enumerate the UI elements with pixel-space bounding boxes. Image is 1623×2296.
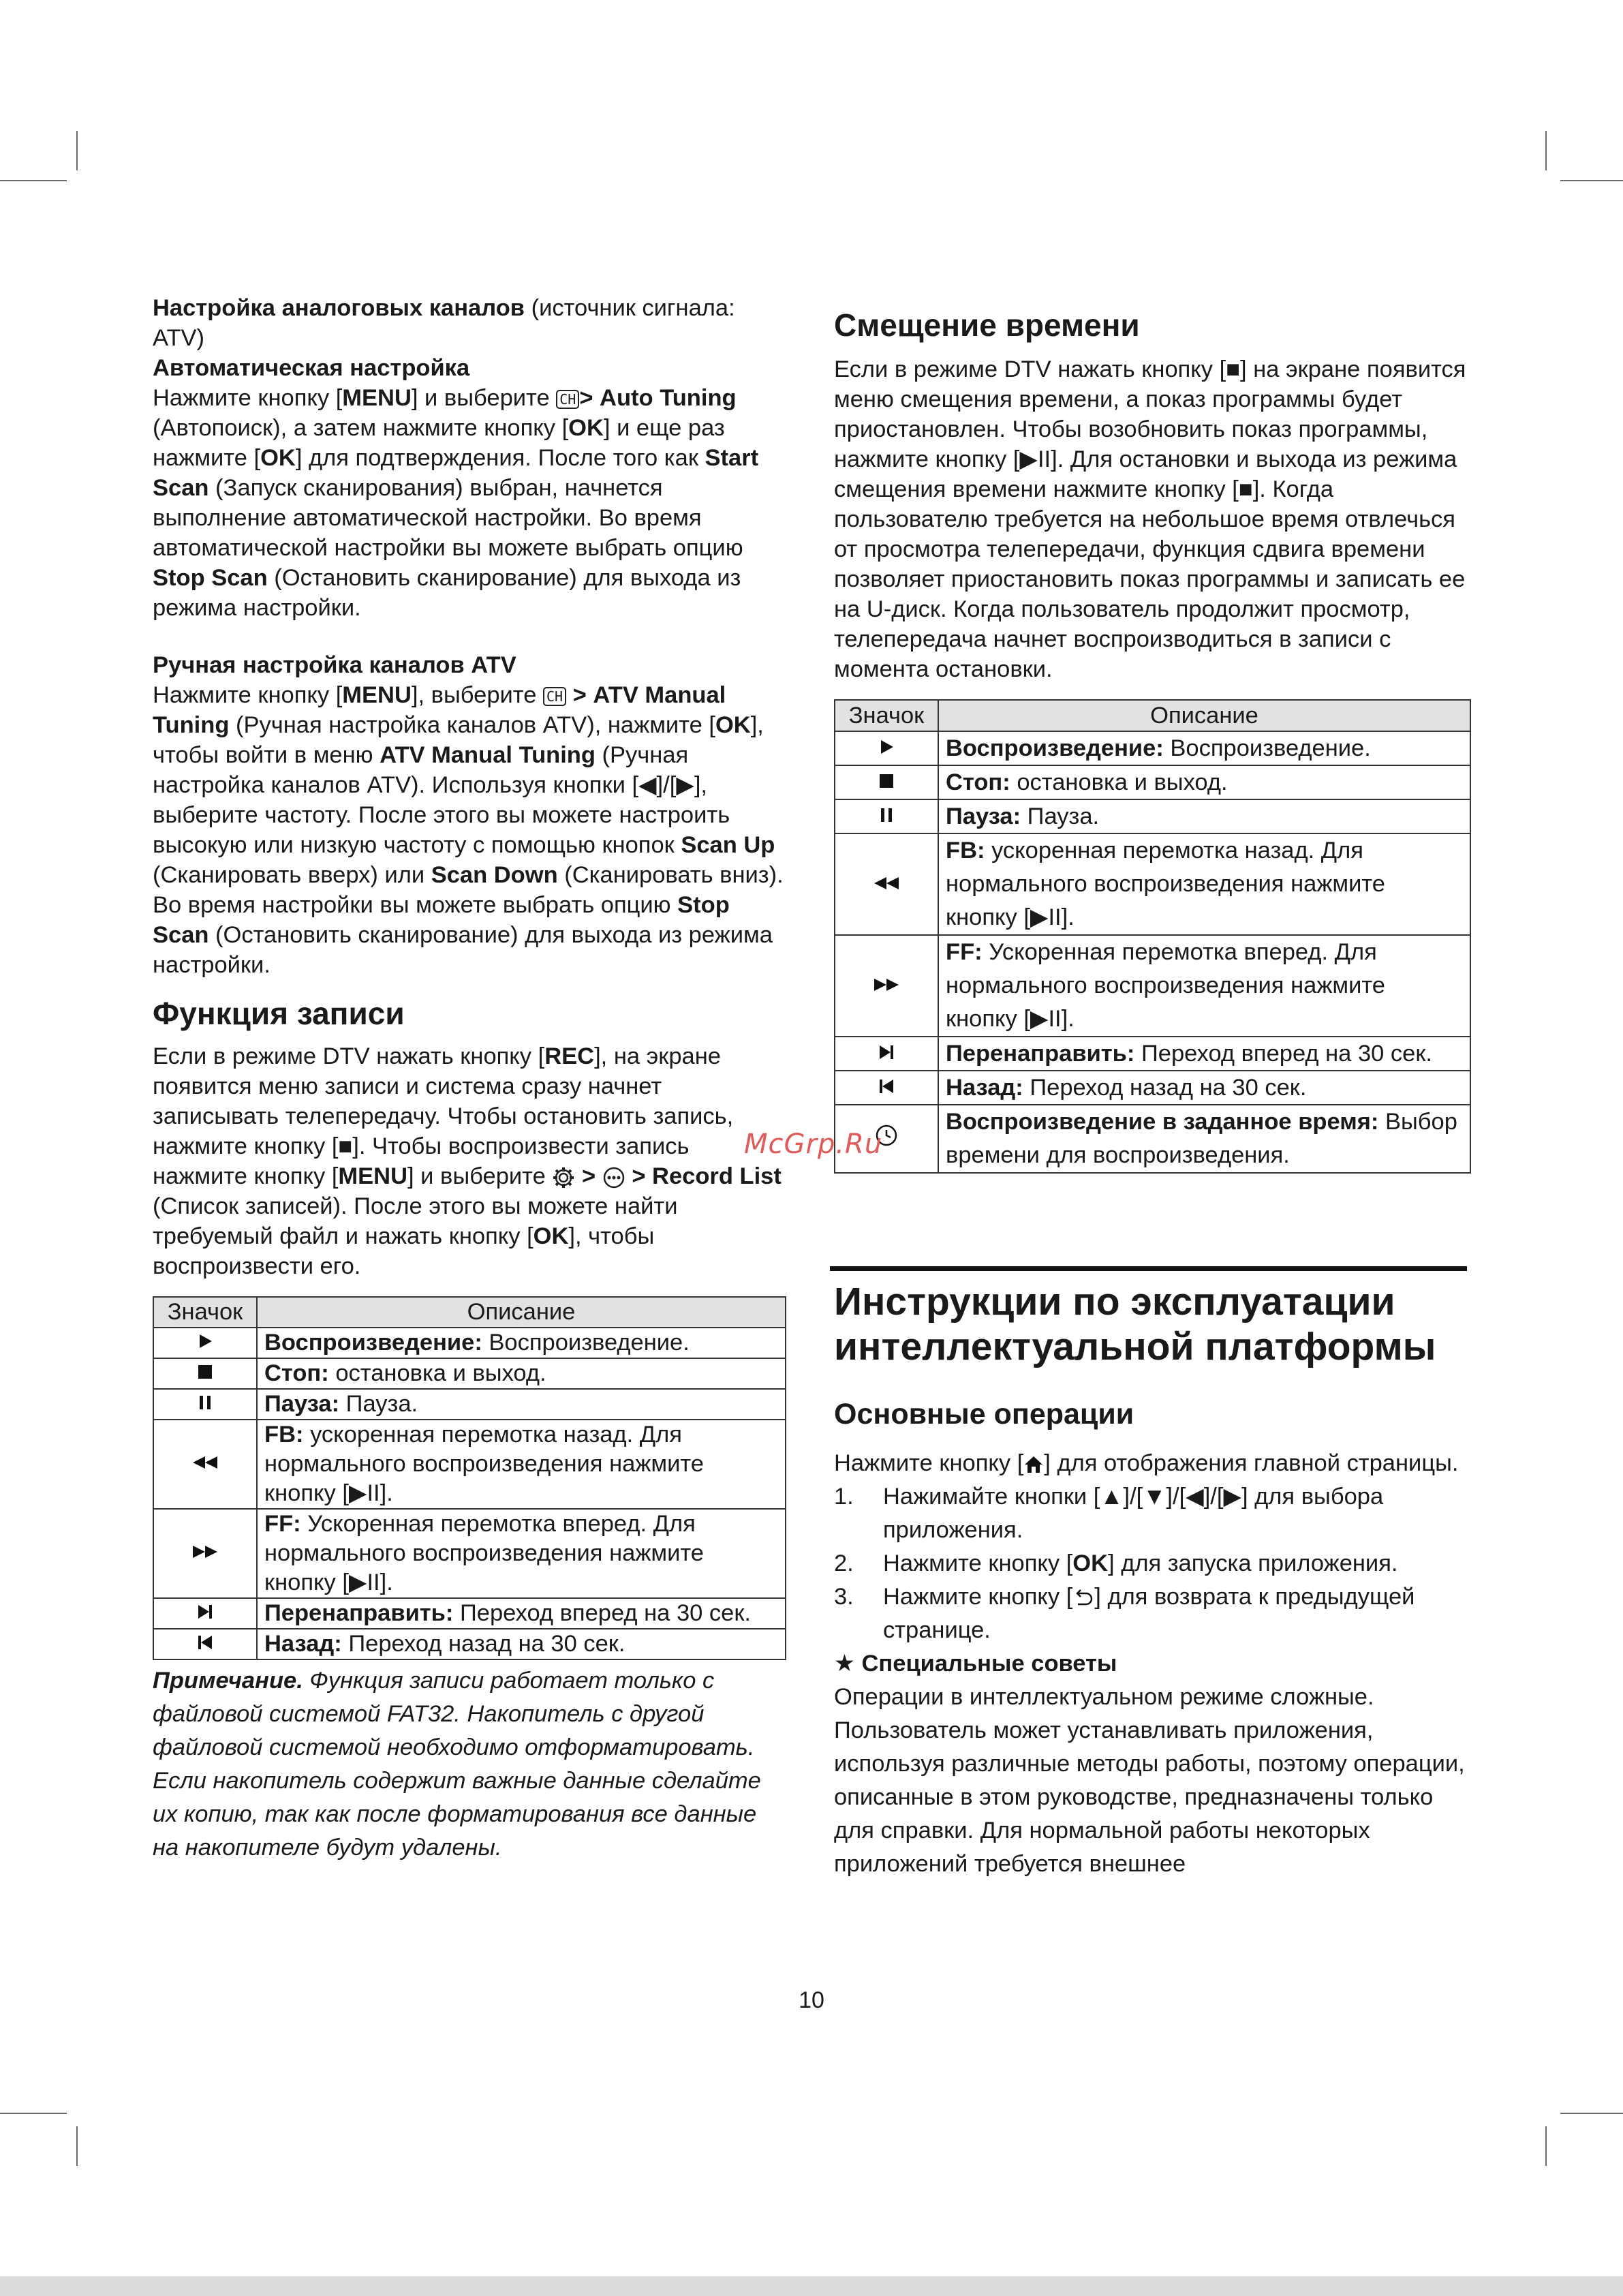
auto-tuning-title: Автоматическая настройка [153,355,470,381]
table-row: Назад: Переход назад на 30 сек. [153,1629,786,1659]
analog-section-title: Настройка аналоговых каналов (источник сигнала: ATV) [153,295,735,351]
fast-forward-icon [871,976,901,994]
table-row: FB: ускоренная перемотка назад. Для нормального воспроизведения нажмите кнопку [▶II]. [153,1420,786,1509]
table-row: Воспроизведение в заданное время: Выбор времени для воспроизведения. [835,1105,1470,1173]
crop-mark [76,131,78,170]
crop-mark [0,2113,67,2114]
special-tips-heading: ★ Специальные советы [834,1651,1117,1677]
special-tips-text: Операции в интеллектуальном режиме сложные. Пользователь может устанавливать приложения, используя различные методы работы, поэтому операции, описанные в этом руководстве, предназначены только для справки. Для нормальной работы некоторых приложений требуется внешнее [834,1684,1465,1877]
bottom-bar [0,2276,1623,2296]
right-column [834,305,1471,1881]
table-row: Воспроизведение: Воспроизведение. [835,731,1470,765]
crop-mark [1560,2113,1623,2114]
more-icon [602,1166,625,1189]
timeshift-text: Если в режиме DTV нажать кнопку [■] на экране появится меню смещения времени, а показ программы будет приостановлен. Чтобы возобновить показ программы, нажмите кнопку [▶II]. Для остановки и выхода из режима смещения времени нажмите кнопку [■]. Когда пользователю требуется на небольшое время отвлечься от просмотра телепередачи, функция сдвига времени позволяет приостановить показ программы и записать ее на U-диск. Когда пользователь продолжит просмотр, телепередача начнет воспроизводиться в записи с момента остановки. [834,356,1466,682]
pause-icon [196,1394,214,1411]
manual-tuning-text: Нажмите кнопку [MENU], выберите CH > ATV Manual Tuning (Ручная настройка каналов ATV), нажмите [OK], чтобы войти в меню ATV Manual Tuning (Ручная настройка каналов ATV). Используя кнопки [◀]/[▶], выберите частоту. После этого вы можете настроить высокую или низкую частоту с помощью кнопок Scan Up (Сканировать вверх) или Scan Down (Сканировать вниз). Во время настройки вы можете выбрать опцию Stop Scan (Остановить сканирование) для выхода из режима настройки. [153,682,784,978]
manual-tuning-title: Ручная настройка каналов ATV [153,652,516,678]
basic-operations-heading: Основные операции [834,1398,1134,1430]
skip-forward-icon [196,1603,215,1621]
section-divider [830,1266,1467,1271]
skip-back-icon [196,1634,215,1651]
table-row: Стоп: остановка и выход. [153,1358,786,1389]
table-row: FF: Ускоренная перемотка вперед. Для нормального воспроизведения нажмите кнопку [▶II]. [153,1509,786,1598]
skip-back-icon [877,1077,896,1095]
crop-mark [1545,2126,1547,2166]
stop-icon [196,1363,214,1381]
list-item: 1. Нажимайте кнопки [▲]/[▼]/[◀]/[▶] для выбора приложения. [834,1484,1384,1543]
record-heading: Функция записи [153,996,405,1031]
table-header-icon: Значок [835,700,938,731]
table-row: FB: ускоренная перемотка назад. Для нормального воспроизведения нажмите кнопку [▶II]. [835,833,1470,935]
timeshift-heading: Смещение времени [834,307,1140,343]
timeshift-icon-table [834,699,1471,1174]
record-note: Примечание. Функция записи работает только с файловой системой FAT32. Накопитель с другой файловой системой необходимо отформатировать. Если накопитель содержит важные данные сделайте их копию, так как после форматирования все данные на накопителе будут удалены. [153,1668,761,1861]
fast-forward-icon [190,1543,220,1561]
table-header-description: Описание [938,700,1470,731]
ch-key-icon: CH [556,390,579,409]
play-icon [878,738,895,756]
auto-tuning-text: Нажмите кнопку [MENU] и выберите CH > Auto Tuning (Автопоиск), а затем нажмите кнопку [OK] и еще раз нажмите [OK] для подтверждения. После того как Start Scan (Запуск сканирования) выбран, начнется выполнение автоматической настройки. Во время автоматической настройки вы можете выбрать опцию Stop Scan (Остановить сканирование) для выхода из режима настройки. [153,385,759,621]
left-column [153,293,786,1865]
steps-list [834,1480,1471,1647]
table-row: Воспроизведение: Воспроизведение. [153,1328,786,1358]
table-row: Перенаправить: Переход вперед на 30 сек. [835,1037,1470,1071]
table-header-row [835,700,1470,731]
table-header-row [153,1297,786,1328]
rewind-icon [871,874,901,892]
list-item: 3. Нажмите кнопку [ ] для возврата к предыдущей странице. [834,1584,1415,1643]
back-icon [1072,1588,1094,1608]
rewind-icon [190,1454,220,1471]
table-row: Стоп: остановка и выход. [835,765,1470,799]
page-number: 10 [799,1987,824,2013]
table-row: Перенаправить: Переход вперед на 30 сек. [153,1598,786,1629]
record-text: Если в режиме DTV нажать кнопку [REC], на экране появится меню записи и система сразу начнет записывать телепередачу. Чтобы остановить запись, нажмите кнопку [■]. Чтобы воспроизвести запись нажмите кнопку [MENU] и выберите > > Record List (Список записей). После этого вы можете найти требуемый файл и нажать кнопку [OK], чтобы воспроизвести его. [153,1043,782,1279]
crop-mark [1545,131,1547,170]
watermark: McGrp.Ru [744,1129,883,1160]
list-item: 2. Нажмите кнопку [OK] для запуска приложения. [834,1550,1398,1576]
table-row: Пауза: Пауза. [153,1389,786,1420]
table-row: Пауза: Пауза. [835,799,1470,833]
basic-operations-text: Нажмите кнопку [ ] для отображения главной страницы. [834,1450,1459,1476]
table-row: FF: Ускоренная перемотка вперед. Для нормального воспроизведения нажмите кнопку [▶II]. [835,935,1470,1037]
crop-mark [1560,180,1623,181]
skip-forward-icon [877,1043,896,1061]
gear-icon [552,1166,575,1189]
table-header-icon: Значок [153,1297,257,1328]
home-icon [1023,1455,1044,1474]
stop-icon [878,772,895,790]
play-icon [196,1332,214,1350]
crop-mark [0,180,67,181]
table-header-description: Описание [257,1297,786,1328]
table-row: Назад: Переход назад на 30 сек. [835,1071,1470,1105]
ch-key-icon: CH [543,687,566,706]
smart-platform-heading: Инструкции по эксплуатации интеллектуальной платформы [834,1280,1436,1368]
record-icon-table [153,1296,786,1660]
pause-icon [878,806,895,824]
crop-mark [76,2126,78,2166]
